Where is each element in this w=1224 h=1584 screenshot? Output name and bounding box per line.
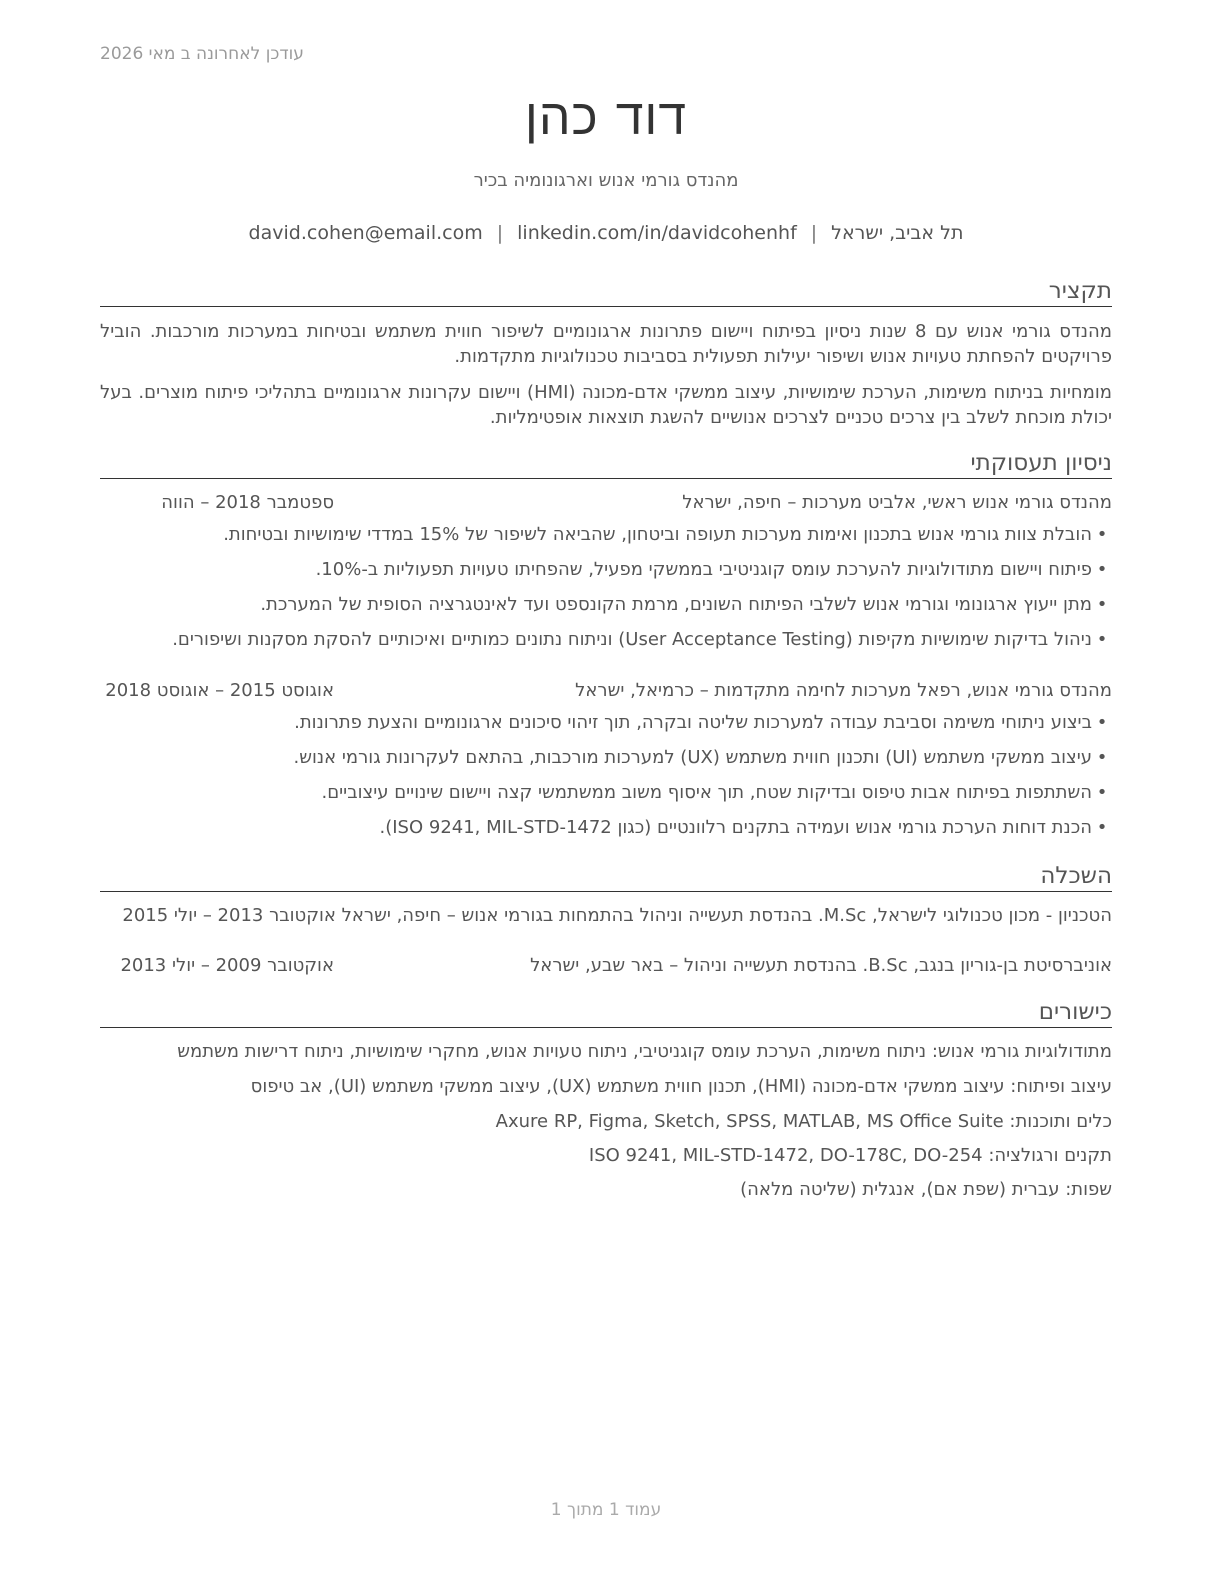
page-number: עמוד 1 מתוך 1 xyxy=(550,1500,662,1520)
bullet-icon: • xyxy=(1096,559,1108,580)
skill-item: שפות: עברית (שפת אם), אנגלית (שליטה מלאה) xyxy=(740,1179,1112,1200)
contact-separator: | xyxy=(496,222,504,244)
bullet-icon: • xyxy=(1096,782,1108,803)
job-bullet: •השתתפות בפיתוח אבות טיפוס ובדיקות שטח, תוך איסוף משוב ממשתמשי קצה ויישום שינויים עיצוביים. xyxy=(321,781,1112,805)
bullet-icon: • xyxy=(1096,594,1108,615)
candidate-title: מהנדס גורמי אנוש וארגונומיה בכיר xyxy=(473,170,739,191)
job-role: מהנדס גורמי אנוש, רפאל מערכות לחימה מתקדמות – כרמיאל, ישראל xyxy=(575,680,1112,701)
education-entry xyxy=(100,955,1112,981)
education-dates: אוקטובר 2009 – יולי 2013 xyxy=(120,955,334,976)
education-institution: אוניברסיטת בן-גוריון בנגב, B.Sc. בהנדסת תעשייה וניהול – באר שבע, ישראל xyxy=(530,955,1112,976)
contact-location: תל אביב, ישראל xyxy=(831,222,964,244)
skill-item: מתודולוגיות גורמי אנוש: ניתוח משימות, הערכת עומס קוגניטיבי, ניתוח טעויות אנוש, מחקרי שימושיות, ניתוח דרישות משתמש xyxy=(177,1041,1112,1062)
job-role: מהנדס גורמי אנוש ראשי, אלביט מערכות – חיפה, ישראל xyxy=(682,492,1112,513)
job-dates: ספטמבר 2018 – הווה xyxy=(161,492,334,513)
job-bullet: •ביצוע ניתוחי משימה וסביבת עבודה למערכות שליטה ובקרה, תוך זיהוי סיכונים ארגונומיים והצעת פתרונות. xyxy=(294,711,1112,735)
candidate-name: דוד כהן xyxy=(524,88,688,146)
bullet-icon: • xyxy=(1096,712,1108,733)
summary-paragraph: מהנדס גורמי אנוש עם 8 שנות ניסיון בפיתוח ויישום פתרונות ארגונומיים לשיפור חווית משתמש ובטיחות במערכות מורכבות. הוביל פרויקטים להפחתת טעויות אנוש ושיפור יעילות תפעולית בסביבות טכנולוגיות מתקדמות. xyxy=(100,321,1112,367)
bullet-icon: • xyxy=(1096,524,1108,545)
last-updated-note: עודכן לאחרונה ב מאי 2026 xyxy=(100,44,304,64)
job-bullet: •הכנת דוחות הערכת גורמי אנוש ועמידה בתקנים רלוונטיים (כגון ISO 9241, MIL-STD-1472). xyxy=(380,816,1113,840)
job-dates: אוגוסט 2015 – אוגוסט 2018 xyxy=(105,680,334,701)
job-bullet: •פיתוח ויישום מתודולוגיות להערכת עומס קוגניטיבי בממשקי מפעיל, שהפחיתו טעויות תפעוליות ב-10%. xyxy=(316,558,1112,582)
contact-linkedin[interactable]: linkedin.com/in/davidcohenhf xyxy=(517,222,797,244)
skill-item: עיצוב ופיתוח: עיצוב ממשקי אדם-מכונה (HMI), תכנון חווית משתמש (UX), עיצוב ממשקי משתמש (UI), אב טיפוס xyxy=(250,1076,1112,1097)
bullet-icon: • xyxy=(1096,817,1108,838)
job-bullet: •הובלת צוות גורמי אנוש בתכנון ואימות מערכות תעופה וביטחון, שהביאה לשיפור של 15% במדדי שימושיות ובטיחות. xyxy=(223,523,1112,547)
job-bullet: •מתן ייעוץ ארגונומי וגורמי אנוש לשלבי הפיתוח השונים, מרמת הקונספט ועד לאינטגרציה הסופית של המערכת. xyxy=(260,593,1112,617)
skill-item: תקנים ורגולציה: ISO 9241, MIL-STD-1472, DO-178C, DO-254 xyxy=(588,1145,1112,1166)
section-heading-summary: תקציר xyxy=(100,276,1112,307)
section-heading-skills: כישורים xyxy=(100,997,1112,1028)
contact-separator: | xyxy=(810,222,818,244)
summary-paragraph: מומחיות בניתוח משימות, הערכת שימושיות, עיצוב ממשקי אדם-מכונה (HMI) ויישום עקרונות ארגונומיים בתהליכי פיתוח מוצרים. בעל יכולת מוכחת לשלב בין צרכים טכניים לצרכים אנושיים להשגת תוצאות אופטימליות. xyxy=(100,382,1112,428)
skill-item: כלים ותוכנות: Axure RP, Figma, Sketch, SPSS, MATLAB, MS Office Suite xyxy=(495,1111,1112,1132)
section-heading-experience: ניסיון תעסוקתי xyxy=(100,448,1112,479)
education-entry: הטכניון - מכון טכנולוגי לישראל, M.Sc. בהנדסת תעשייה וניהול בהתמחות בגורמי אנוש – חיפה, ישראל אוקטובר 2013 – יולי 2015 xyxy=(122,905,1112,926)
bullet-icon: • xyxy=(1096,747,1108,768)
job-header xyxy=(100,680,1112,706)
section-heading-education: השכלה xyxy=(100,861,1112,892)
bullet-icon: • xyxy=(1096,629,1108,650)
contact-email[interactable]: david.cohen@email.com xyxy=(248,222,483,244)
job-bullet: •ניהול בדיקות שימושיות מקיפות (User Acceptance Testing) וניתוח נתונים כמותיים ואיכותיים להסקת מסקנות ושיפורים. xyxy=(172,628,1112,652)
job-header xyxy=(100,492,1112,518)
job-bullet: •עיצוב ממשקי משתמש (UI) ותכנון חווית משתמש (UX) למערכות מורכבות, בהתאם לעקרונות גורמי אנוש. xyxy=(294,746,1112,770)
contact-line xyxy=(0,222,1212,244)
